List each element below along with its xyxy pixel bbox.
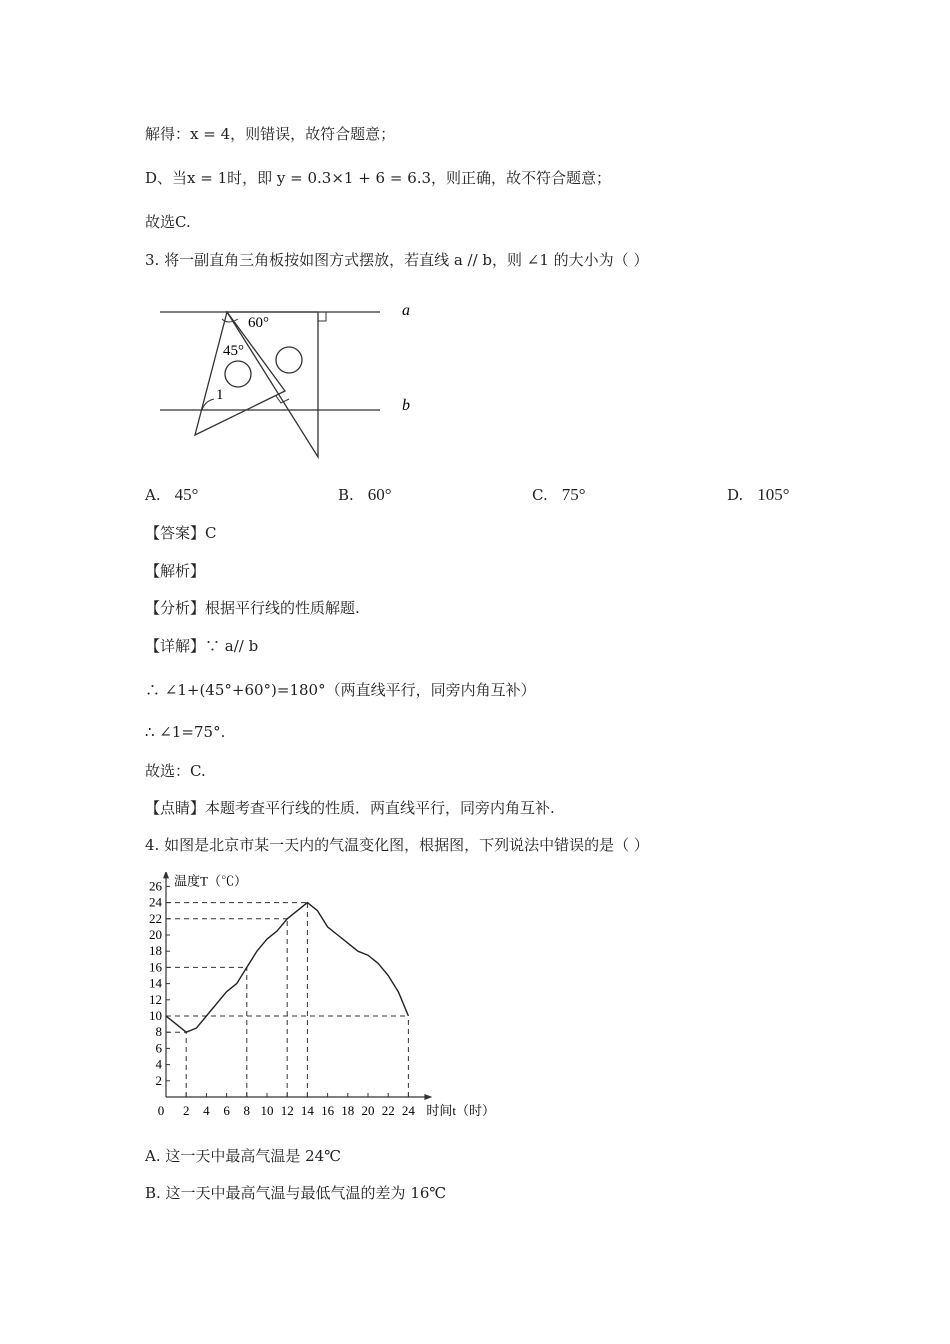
label-45: 45° [223, 343, 244, 359]
y-tick-label: 2 [155, 1072, 162, 1088]
solution-line-d: D、当x = 1时，即 y = 0.3×1 + 6 = 6.3，则正确，故不符合题意； [145, 169, 612, 187]
option-c: C. 75° [532, 485, 586, 504]
triangle-figure [150, 295, 430, 465]
y-tick-label: 16 [149, 959, 162, 975]
right-angle-mark-top [318, 312, 326, 321]
x-tick-label: 4 [203, 1103, 210, 1118]
y-axis-arrow [163, 872, 169, 878]
x-tick-label: 10 [260, 1103, 274, 1118]
triangle-30-60 [227, 312, 318, 457]
x-tick-label: 14 [300, 1103, 314, 1118]
x-tick-label: 20 [361, 1103, 375, 1118]
hole-1 [225, 361, 251, 387]
y-axis-label: 温度T（℃） [174, 873, 247, 889]
y-tick-label: 8 [155, 1024, 162, 1040]
x-tick-label: 24 [401, 1103, 415, 1118]
x-tick-label: 16 [321, 1103, 335, 1118]
question-3: 3. 将一副直角三角板按如图方式摆放，若直线 a // b，则 ∠1 的大小为（ ） [145, 251, 649, 269]
y-tick-label: 4 [155, 1056, 162, 1072]
y-tick-label: 12 [149, 991, 162, 1007]
q4-option-b: B. 这一天中最高气温与最低气温的差为 16℃ [145, 1184, 447, 1202]
x-tick-label: 6 [223, 1103, 230, 1118]
hole-2 [276, 347, 302, 373]
y-tick-label: 6 [155, 1040, 162, 1056]
label-a: a [402, 302, 410, 319]
y-tick-label: 10 [149, 1008, 162, 1023]
triangle-45 [195, 312, 285, 435]
x-tick-label: 12 [280, 1103, 294, 1118]
x-tick-label: 2 [182, 1103, 190, 1118]
option-a: A. 45° [145, 485, 199, 504]
y-tick-label: 22 [149, 910, 162, 926]
label-1: 1 [216, 387, 224, 403]
analysis: 【分析】根据平行线的性质解题. [145, 599, 360, 617]
y-tick-label: 14 [149, 975, 162, 991]
option-b: B. 60° [338, 485, 392, 504]
comment: 【点睛】本题考查平行线的性质．两直线平行，同旁内角互补. [145, 799, 555, 817]
label-60: 60° [248, 315, 269, 331]
temperature-chart [140, 872, 520, 1122]
x-tick-label: 8 [243, 1103, 251, 1118]
y-tick-label: 24 [149, 894, 162, 910]
x-tick-label: 22 [381, 1103, 395, 1118]
question-4: 4. 如图是北京市某一天内的气温变化图，根据图，下列说法中错误的是（ ） [145, 836, 649, 854]
step-2: ∴ ∠1=75°. [145, 723, 226, 741]
y-tick-label: 26 [149, 878, 162, 894]
solution-line-1: 解得：x = 4，则错误，故符合题意； [145, 125, 396, 143]
choose-c-2: 故选：C. [145, 762, 206, 780]
option-d: D. 105° [727, 485, 790, 504]
x-axis-arrow [424, 1094, 432, 1100]
step-1: ∴ ∠1+(45°+60°)=180°（两直线平行，同旁内角互补） [145, 681, 536, 699]
answer: 【答案】C [145, 524, 217, 542]
x-tick-label: 18 [341, 1103, 355, 1118]
detail: 【详解】∵ a// b [145, 637, 259, 655]
x-tick-label: 0 [157, 1103, 165, 1118]
y-tick-label: 18 [149, 943, 162, 959]
label-b: b [402, 397, 410, 414]
choose-c-1: 故选C. [145, 213, 191, 231]
y-tick-label: 20 [149, 927, 162, 942]
q4-option-a: A. 这一天中最高气温是 24℃ [145, 1147, 342, 1165]
x-axis-label: 时间t（时） [426, 1103, 496, 1118]
jiexi-heading: 【解析】 [145, 562, 206, 580]
